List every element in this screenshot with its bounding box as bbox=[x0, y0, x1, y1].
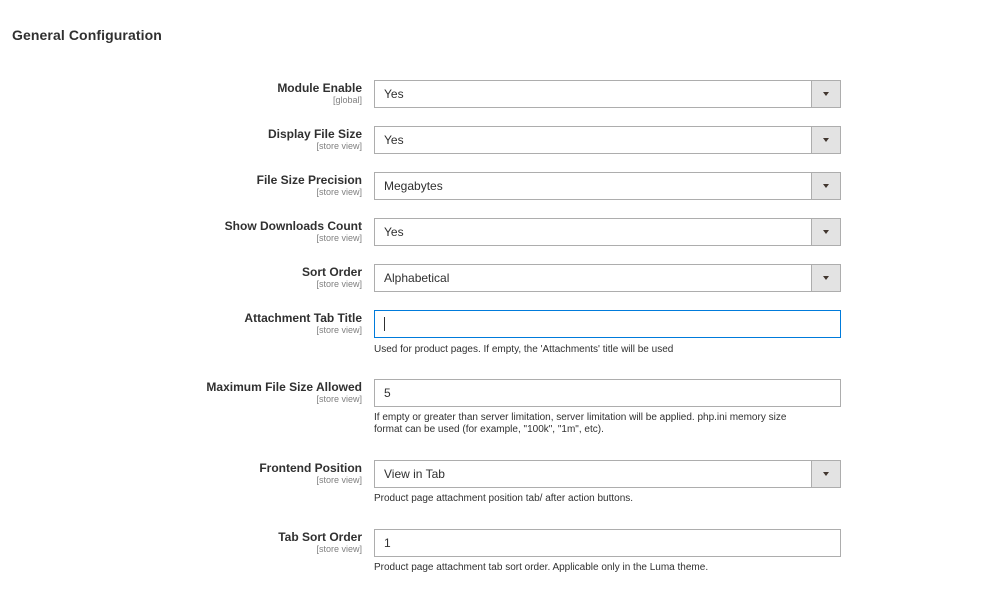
field-label-module-enable bbox=[277, 81, 362, 106]
chevron-down-icon bbox=[823, 138, 829, 142]
field-note bbox=[374, 412, 834, 436]
show-downloads-count-select[interactable] bbox=[374, 218, 841, 246]
field-note: Product page attachment position tab/ after action buttons. bbox=[374, 493, 634, 504]
tab-sort-order-input[interactable] bbox=[374, 529, 841, 557]
field-label-tab-sort-order bbox=[278, 530, 362, 555]
label-text: Attachment Tab Title bbox=[244, 311, 362, 325]
label-text: Tab Sort Order bbox=[278, 530, 362, 544]
section-title: General Configuration bbox=[12, 27, 162, 43]
select-toggle[interactable] bbox=[811, 127, 840, 153]
select-value: Alphabetical bbox=[384, 271, 450, 285]
attachment-tab-title-input[interactable] bbox=[374, 310, 841, 338]
scope-label: [store view] bbox=[316, 394, 362, 404]
label-text: Frontend Position bbox=[259, 461, 362, 475]
note-line: If empty or greater than server limitation, server limitation will be applied. php.ini memory size bbox=[374, 412, 787, 423]
scope-label: [store view] bbox=[316, 279, 362, 289]
field-label-display-file-size bbox=[268, 127, 362, 152]
label-text: File Size Precision bbox=[256, 173, 362, 187]
select-toggle[interactable] bbox=[811, 219, 840, 245]
field-label-sort-order bbox=[302, 265, 362, 290]
max-file-size-input[interactable] bbox=[374, 379, 841, 407]
field-label-max-file-size bbox=[206, 380, 362, 405]
select-value: View in Tab bbox=[384, 467, 445, 481]
sort-order-select[interactable] bbox=[374, 264, 841, 292]
input-value: 1 bbox=[384, 536, 391, 550]
select-toggle[interactable] bbox=[811, 173, 840, 199]
note-line: format can be used (for example, "100k", "1m", etc). bbox=[374, 424, 604, 435]
chevron-down-icon bbox=[823, 230, 829, 234]
field-label-show-downloads-count bbox=[225, 219, 362, 244]
chevron-down-icon bbox=[823, 276, 829, 280]
field-label-file-size-precision bbox=[257, 173, 362, 198]
label-text: Display File Size bbox=[267, 127, 362, 141]
module-enable-select[interactable] bbox=[374, 80, 841, 108]
select-toggle[interactable] bbox=[811, 81, 840, 107]
scope-label: [store view] bbox=[316, 187, 362, 197]
chevron-down-icon bbox=[823, 472, 829, 476]
select-value: Megabytes bbox=[384, 179, 443, 193]
label-text: Maximum File Size Allowed bbox=[206, 380, 362, 394]
scope-label: [store view] bbox=[316, 325, 362, 335]
display-file-size-select[interactable] bbox=[374, 126, 841, 154]
field-label-frontend-position bbox=[259, 461, 362, 486]
frontend-position-select[interactable] bbox=[374, 460, 841, 488]
label-text: Module Enable bbox=[277, 81, 362, 95]
chevron-down-icon bbox=[823, 184, 829, 188]
label-text: Show Downloads Count bbox=[224, 219, 362, 233]
scope-label: [global] bbox=[332, 95, 362, 105]
input-value: 5 bbox=[384, 386, 391, 400]
label-text: Sort Order bbox=[301, 265, 362, 279]
field-note: Used for product pages. If empty, the 'Attachments' title will be used bbox=[374, 344, 674, 355]
select-value: Yes bbox=[384, 87, 404, 101]
file-size-precision-select[interactable] bbox=[374, 172, 841, 200]
text-cursor bbox=[384, 317, 385, 331]
field-label-attachment-tab-title bbox=[244, 311, 362, 336]
select-value: Yes bbox=[384, 225, 404, 239]
scope-label: [store view] bbox=[316, 475, 362, 485]
select-value: Yes bbox=[384, 133, 404, 147]
field-note: Product page attachment tab sort order. Applicable only in the Luma theme. bbox=[374, 562, 709, 573]
scope-label: [store view] bbox=[316, 233, 362, 243]
select-toggle[interactable] bbox=[811, 265, 840, 291]
chevron-down-icon bbox=[823, 92, 829, 96]
scope-label: [store view] bbox=[316, 141, 362, 151]
select-toggle[interactable] bbox=[811, 461, 840, 487]
scope-label: [store view] bbox=[316, 544, 362, 554]
